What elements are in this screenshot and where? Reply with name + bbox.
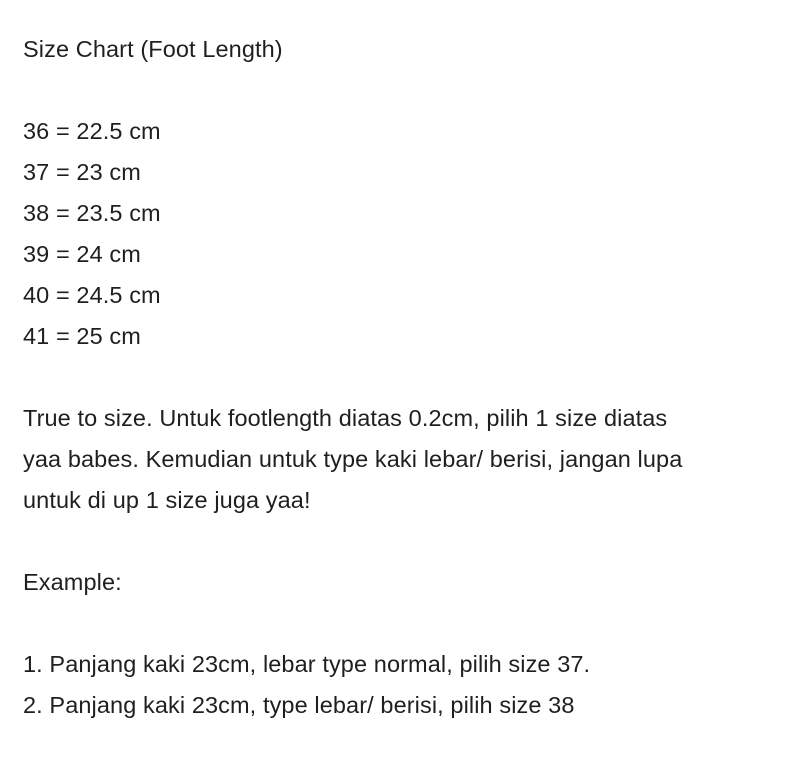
example-item: 2. Panjang kaki 23cm, type lebar/ berisi, pilih size 38 bbox=[23, 692, 575, 718]
fit-note bbox=[23, 398, 783, 521]
spacer bbox=[23, 357, 783, 398]
spacer bbox=[23, 603, 783, 644]
spacer bbox=[23, 70, 783, 111]
fit-note-line: True to size. Untuk footlength diatas 0.2cm, pilih 1 size diatas bbox=[23, 405, 668, 431]
example-heading: Example: bbox=[23, 569, 122, 595]
size-row: 39 = 24 cm bbox=[23, 241, 141, 267]
document-title: Size Chart (Foot Length) bbox=[23, 36, 283, 62]
size-chart-document bbox=[23, 29, 783, 726]
size-row: 40 = 24.5 cm bbox=[23, 282, 161, 308]
size-row: 38 = 23.5 cm bbox=[23, 200, 161, 226]
fit-note-line: yaa babes. Kemudian untuk type kaki lebar/ berisi, jangan lupa bbox=[23, 446, 683, 472]
size-row: 41 = 25 cm bbox=[23, 323, 141, 349]
example-item: 1. Panjang kaki 23cm, lebar type normal, pilih size 37. bbox=[23, 651, 591, 677]
size-row: 37 = 23 cm bbox=[23, 159, 141, 185]
size-list bbox=[23, 111, 783, 357]
example-list bbox=[23, 644, 783, 726]
size-row: 36 = 22.5 cm bbox=[23, 118, 161, 144]
fit-note-line: untuk di up 1 size juga yaa! bbox=[23, 487, 311, 513]
spacer bbox=[23, 521, 783, 562]
